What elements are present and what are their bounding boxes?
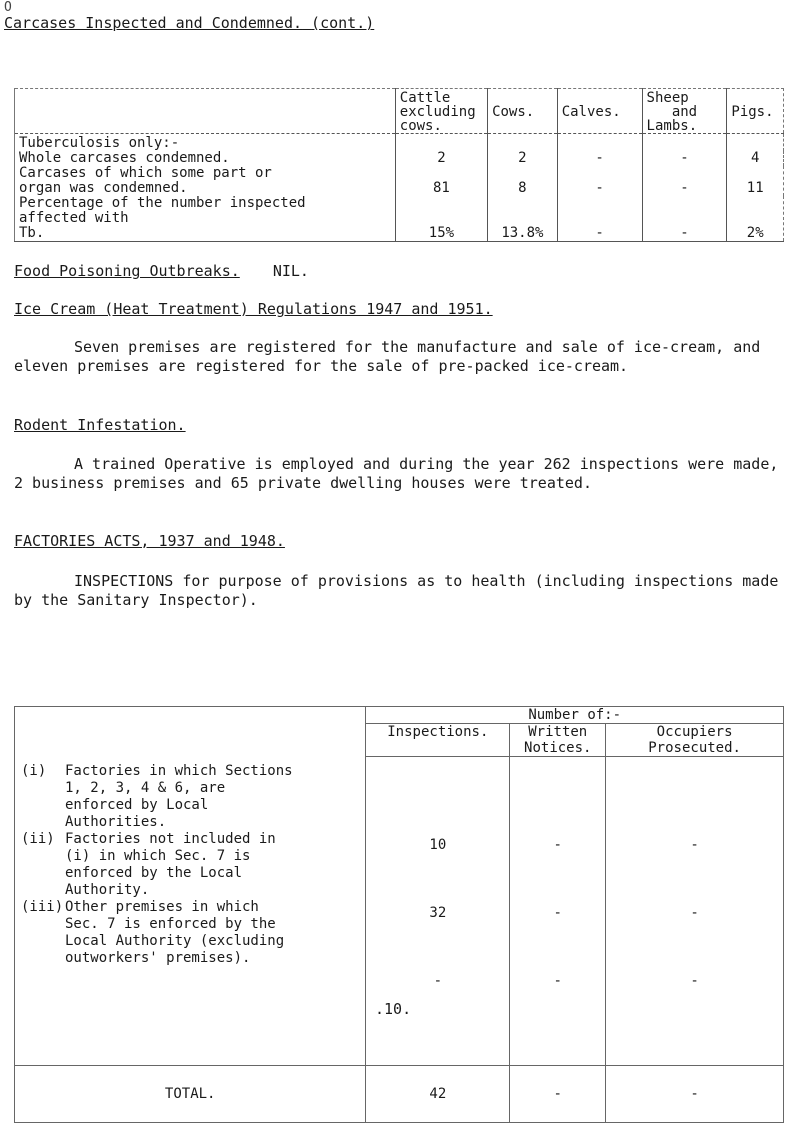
ice-cream-text: Seven premises are registered for the manufacture and sale of ice-cream, and eleven premises are registered for the sale of pre-packed ice-cream. (14, 338, 761, 375)
factory-category-line: Sec. 7 is enforced by the (65, 915, 276, 932)
prosecuted-row-i: - (690, 837, 699, 853)
factory-category-number: (ii) (21, 830, 55, 847)
header-cont: (cont.) (311, 14, 375, 32)
inspections-row-iii: - (433, 973, 443, 989)
ice-cream-heading: Ice Cream (Heat Treatment) Regulations 1947 and 1951. (14, 300, 493, 318)
prosecuted-row-iii: - (690, 973, 699, 989)
table-row (15, 196, 784, 242)
inspections-column (366, 757, 510, 1066)
header-blank (15, 89, 396, 134)
total-prosecuted: - (606, 1065, 784, 1122)
header-occupiers-prosecuted: Occupiers Prosecuted. (606, 724, 784, 757)
inspections-row-ii: 32 (429, 905, 447, 921)
table-row (15, 151, 784, 166)
row1-calves: - (557, 151, 642, 166)
factory-category-text (65, 831, 276, 899)
inspections-row-i: 10 (429, 837, 447, 853)
factory-category-item (21, 763, 361, 831)
food-poisoning-heading: Food Poisoning Outbreaks. (14, 262, 240, 280)
factory-category-line: 1, 2, 3, 4 & 6, are (65, 779, 226, 796)
row3-cows: 13.8% (488, 196, 558, 242)
food-poisoning-line (14, 262, 309, 280)
written-row-i: - (553, 837, 562, 853)
factory-category-item (21, 831, 361, 899)
carcase-table-header (15, 89, 784, 134)
written-row-ii: - (553, 905, 562, 921)
row1-cattle: 2 (395, 151, 487, 166)
factory-total-row (15, 1065, 784, 1122)
factories-text: INSPECTIONS for purpose of provisions as to health (including inspections made by the Sanitary Inspector). (14, 572, 779, 609)
factory-table (14, 706, 784, 1123)
row3-label: Percentage of the number inspected affected with Tb. (15, 196, 396, 242)
row1-sheep: - (642, 151, 727, 166)
factory-category-text (65, 763, 293, 831)
header-calves: Calves. (557, 89, 642, 134)
row2-cattle: 81 (395, 166, 487, 196)
header-cows: Cows. (488, 89, 558, 134)
factory-category-line: Local Authority (excluding (65, 932, 285, 949)
factory-category-line: enforced by the Local (65, 864, 243, 881)
header-cattle-line3: cows. (399, 118, 442, 134)
factories-heading: FACTORIES ACTS, 1937 and 1948. (14, 532, 285, 550)
page-number: .10. (375, 1000, 412, 1018)
total-inspections: 42 (366, 1065, 510, 1122)
header-cattle (395, 89, 487, 134)
header-title: Carcases Inspected and Condemned. (4, 14, 303, 32)
factory-category-line: outworkers' premises). (65, 949, 251, 966)
row2-cows: 8 (488, 166, 558, 196)
header-inspections: Inspections. (366, 724, 510, 757)
row3-sheep: - (642, 196, 727, 242)
factory-category-line: Factories in which Sections (65, 762, 293, 779)
factory-category-line: Authority. (65, 881, 150, 898)
factory-category-number: (iii) (21, 898, 64, 915)
row-section-label: Tuberculosis only:- (19, 135, 180, 151)
row1-label: Whole carcases condemned. (19, 150, 230, 166)
factory-category-line: (i) in which Sec. 7 is (65, 847, 251, 864)
factory-number-of-row (15, 707, 784, 724)
prosecuted-column (606, 757, 784, 1066)
row2-label: Carcases of which some part or organ was condemned. (19, 165, 272, 196)
written-row-iii: - (553, 973, 562, 989)
total-written: - (510, 1065, 606, 1122)
table-row (15, 134, 784, 152)
row3-calves: - (557, 196, 642, 242)
row3-pigs: 2% (727, 196, 784, 242)
factory-category-number: (i) (21, 762, 47, 779)
total-label: TOTAL. (15, 1065, 366, 1122)
factory-body-row (15, 757, 784, 1066)
header-pigs: Pigs. (727, 89, 784, 134)
header-sheep-line1: Sheep (646, 90, 689, 106)
carcase-table (14, 88, 784, 242)
table-row (15, 166, 784, 196)
row1-cows: 2 (488, 151, 558, 166)
prosecuted-row-ii: - (690, 905, 699, 921)
rodent-heading: Rodent Infestation. (14, 416, 186, 434)
factory-number-of: Number of:- (366, 707, 784, 724)
factory-category-text (65, 899, 284, 967)
header-sheep-line3: Lambs. (646, 118, 698, 134)
header-cattle-line2: excluding (399, 104, 476, 120)
header-cattle-line1: Cattle (399, 90, 451, 106)
food-poisoning-value: NIL. (272, 262, 309, 280)
factory-category-line: Other premises in which (65, 898, 259, 915)
row3-cattle: 15% (395, 196, 487, 242)
row2-pigs: 11 (727, 166, 784, 196)
header-sheep-line2: and (671, 104, 698, 120)
factory-categories (15, 757, 366, 1066)
factory-category-line: enforced by Local (65, 796, 209, 813)
factory-category-line: Authorities. (65, 813, 167, 830)
header-sheep (642, 89, 727, 134)
row2-sheep: - (642, 166, 727, 196)
row2-calves: - (557, 166, 642, 196)
page-header (4, 14, 374, 32)
row1-pigs: 4 (727, 151, 784, 166)
written-column (510, 757, 606, 1066)
rodent-text: A trained Operative is employed and during the year 262 inspections were made, 2 business premises and 65 private dwelling houses were treated. (14, 455, 779, 492)
factory-category-line: Factories not included in (65, 830, 276, 847)
factory-category-item (21, 899, 361, 967)
header-written-notices: Written Notices. (510, 724, 606, 757)
page-mark: O (4, 0, 12, 15)
